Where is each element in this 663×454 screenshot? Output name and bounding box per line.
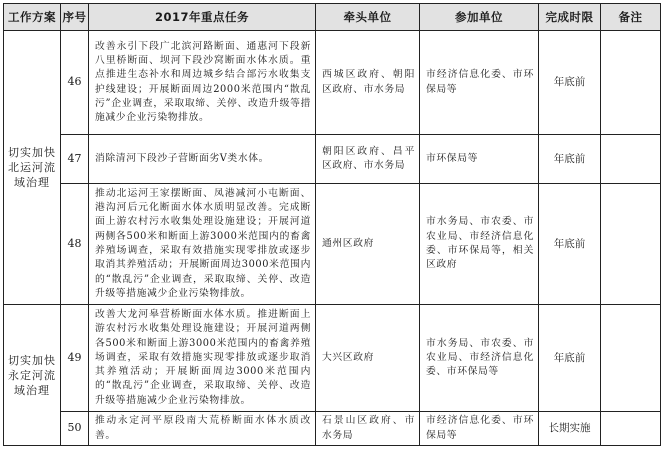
row-lead: 石景山区政府、市水务局 bbox=[316, 412, 420, 446]
table-row bbox=[4, 135, 661, 184]
row-number: 49 bbox=[61, 305, 89, 412]
header-deadline: 完成时限 bbox=[539, 4, 601, 31]
table-row bbox=[4, 31, 661, 135]
row-deadline: 年底前 bbox=[539, 135, 601, 184]
row-participants: 市环保局等 bbox=[420, 135, 539, 184]
row-remarks bbox=[601, 31, 661, 135]
row-task: 推动北运河王家摆断面、凤港减河小屯断面、港沟河后元化断面水体水质明显改善。完成断面上游农村污水收集处理设施建设；开展河道两侧各500米和断面上游3000米范围内的畜禽养殖场调查，采取有效措施实现零排放或逐步取消其养殖活动；开展断面周边3000米范围内的“散乱污”企业调查，采取取缔、关停、改造升级等措施减少企业污染物排放。 bbox=[89, 184, 316, 305]
group-label: 切实加快北运河流域治理 bbox=[4, 31, 61, 305]
row-remarks bbox=[601, 135, 661, 184]
row-participants: 市水务局、市农委、市农业局、市经济信息化委、市环保局等 bbox=[420, 305, 539, 412]
row-lead: 西城区政府、朝阳区政府、市水务局 bbox=[316, 31, 420, 135]
row-deadline: 年底前 bbox=[539, 31, 601, 135]
task-table bbox=[3, 3, 661, 446]
row-deadline: 年底前 bbox=[539, 184, 601, 305]
row-number: 48 bbox=[61, 184, 89, 305]
row-deadline: 长期实施 bbox=[539, 412, 601, 446]
row-remarks bbox=[601, 412, 661, 446]
header-number: 序号 bbox=[61, 4, 89, 31]
header-remarks: 备注 bbox=[601, 4, 661, 31]
row-lead: 大兴区政府 bbox=[316, 305, 420, 412]
row-remarks bbox=[601, 184, 661, 305]
row-task: 推动永定河平原段南大荒桥断面水体水质改善。 bbox=[89, 412, 316, 446]
table-row bbox=[4, 184, 661, 305]
header-group: 工作方案 bbox=[4, 4, 61, 31]
header-lead-unit: 牵头单位 bbox=[316, 4, 420, 31]
row-participants: 市经济信息化委、市环保局等 bbox=[420, 31, 539, 135]
row-number: 47 bbox=[61, 135, 89, 184]
row-remarks bbox=[601, 305, 661, 412]
row-task: 消除清河下段沙子营断面劣Ⅴ类水体。 bbox=[89, 135, 316, 184]
table-header-row bbox=[4, 4, 661, 31]
row-task: 改善永引下段广北滨河路断面、通惠河下段新八里桥断面、坝河下段沙窝断面水体水质。重点推进生态补水和周边城乡结合部污水收集支护线建设；开展断面周边2000米范围内“散乱污”企业调查，采取取缔、关停、改造升级等措施减少企业污染物排放。 bbox=[89, 31, 316, 135]
table-row bbox=[4, 305, 661, 412]
header-participants: 参加单位 bbox=[420, 4, 539, 31]
row-lead: 通州区政府 bbox=[316, 184, 420, 305]
row-task: 改善大龙河皋营桥断面水体水质。推进断面上游农村污水收集处理设施建设；开展河道两侧各500米和断面上游3000米范围内的畜禽养殖场调查，采取有效措施实现零排放或逐步取消其养殖活动；开展断面周边3000米范围内的“散乱污”企业调查，采取取缔、关停、改造升级等措施减少企业污染物排放。 bbox=[89, 305, 316, 412]
row-number: 46 bbox=[61, 31, 89, 135]
row-participants: 市经济信息化委、市环保局等 bbox=[420, 412, 539, 446]
group-label: 切实加快永定河流域治理 bbox=[4, 305, 61, 446]
row-number: 50 bbox=[61, 412, 89, 446]
row-deadline: 年底前 bbox=[539, 305, 601, 412]
header-task: 2017年重点任务 bbox=[89, 4, 316, 31]
table-row bbox=[4, 412, 661, 446]
row-participants: 市水务局、市农委、市农业局、市经济信息化委、市环保局等，相关区政府 bbox=[420, 184, 539, 305]
row-lead: 朝阳区政府、昌平区政府、市水务局 bbox=[316, 135, 420, 184]
